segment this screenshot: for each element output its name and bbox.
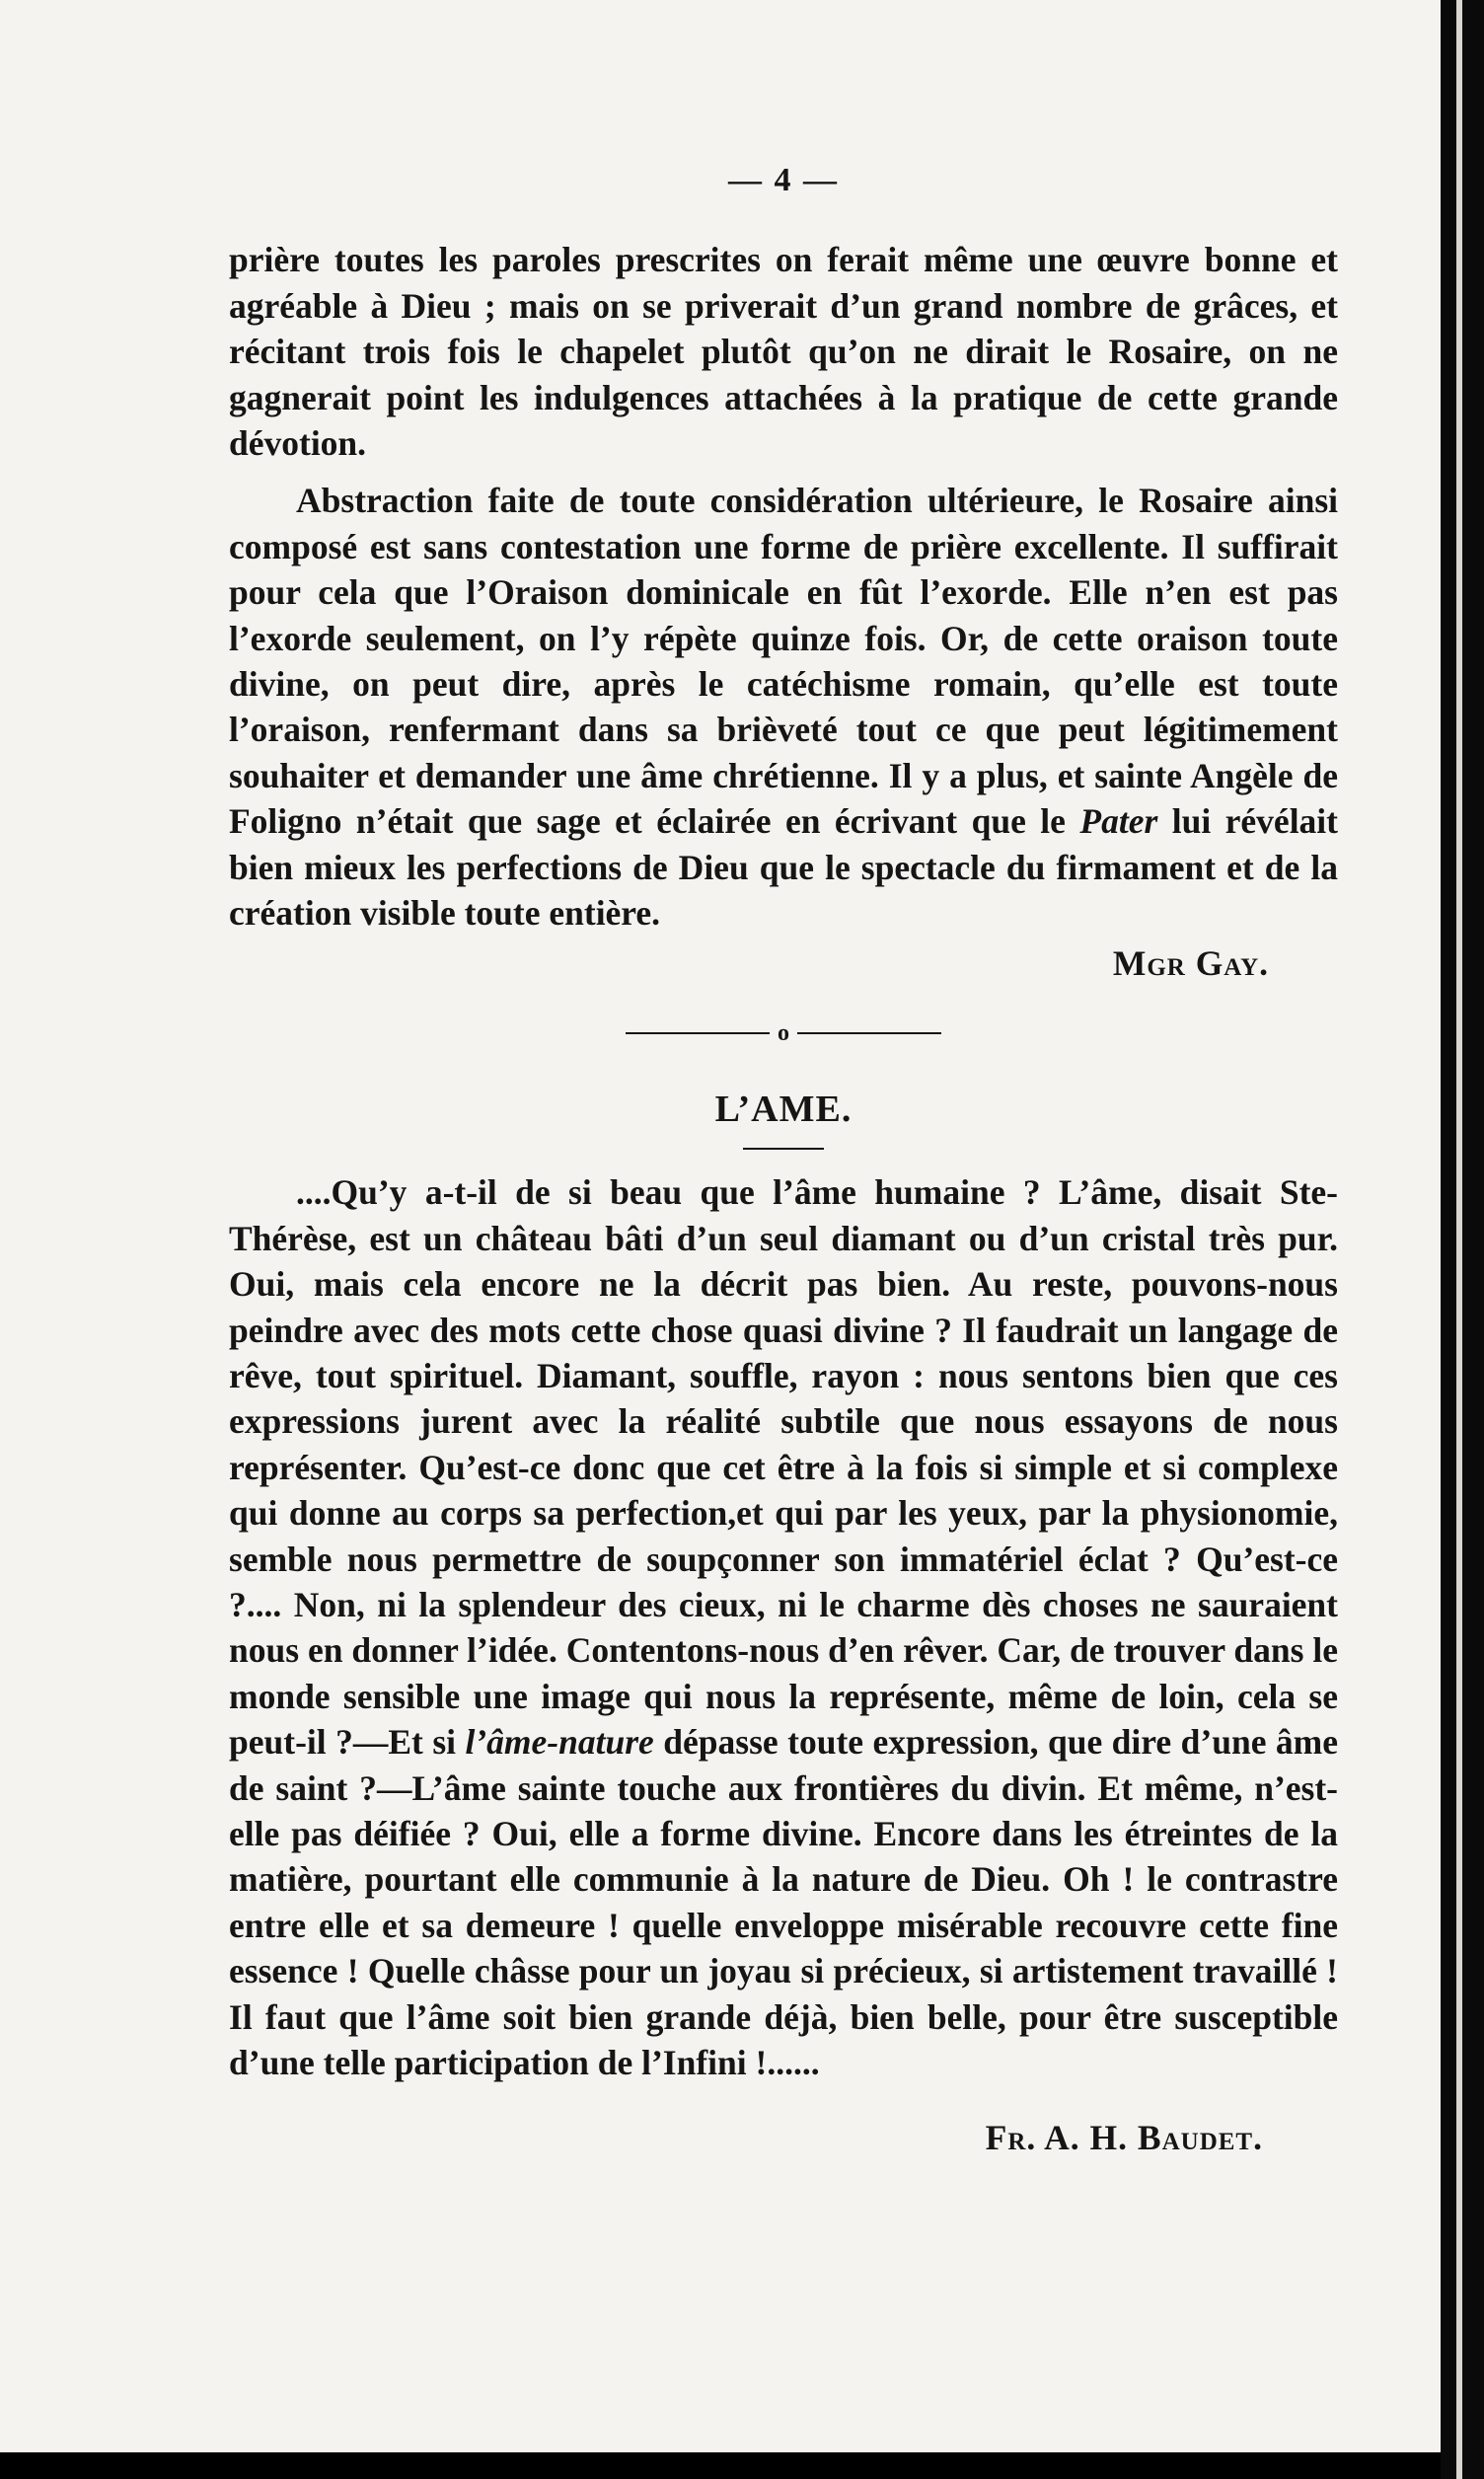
title-underline: [743, 1148, 824, 1150]
paragraph-2-text-end: lui révélait bien mieux les perfections de Dieu que le spectacle du firmament et de la création visible toute entière.: [229, 801, 1338, 934]
page-number: — 4 —: [728, 162, 839, 198]
paragraph-rosaire: [229, 478, 1338, 936]
section-title: L’AME.: [714, 1088, 853, 1130]
paragraph-2-text-start: Abstraction faite de toute considération ultérieure, le Rosaire ainsi composé est sans contestation une forme de prière excellente. Il suffirait pour cela que l’Oraison dominicale en fût l’exorde. Elle n’en est pas l’exorde seulement, on l’y répète quinze fois. Or, de cette oraison toute divine, on peut dire, après le catéchisme romain, qu’elle est toute l’oraison, renfermant dans sa brièveté tout ce que peut légitimement souhaiter et demander une âme chrétienne. Il y a plus, et sainte Angèle de Foligno n’était que sage et éclairée en écrivant que le: [229, 481, 1338, 842]
section-divider: [626, 1021, 941, 1045]
divider-mark: o: [778, 1019, 789, 1046]
paragraph-continuation: [229, 237, 1338, 466]
paragraph-1-text: prière toutes les paroles prescrites on ferait même une œuvre bonne et agréable à Dieu ; mais on se priverait d’un grand nombre de grâces, et récitant trois fois le chapelet plutôt qu’on ne dirait le Rosaire, on ne gagnerait point les indulgences attachées à la pratique de cette grande dévotion.: [229, 240, 1338, 464]
author-signature: Fr. A. H. Baudet.: [985, 2118, 1263, 2158]
page-content: [229, 158, 1338, 2161]
divider-rule-right: [797, 1032, 941, 1034]
paragraph-3-italic-phrase: l’âme-nature: [465, 1722, 654, 1763]
paragraph-3-text-start: ....Qu’y a-t-il de si beau que l’âme humaine ? L’âme, disait Ste-Thérèse, est un château bâti d’un seul diamant ou d’un cristal très pur. Oui, mais cela encore ne la décrit pas bien. Au reste, pouvons-nous peindre avec des mots cette chose quasi divine ? Il faudrait un langage de rêve, tout spirituel. Diamant, souffle, rayon : nous sentons bien que ces expressions jurent avec la réalité subtile que nous essayons de nous représenter. Qu’est-ce donc que cet être à la fois si simple et si complexe qui donne au corps sa perfection,et qui par les yeux, par la physionomie, semble nous permettre de soupçonner son immatériel éclat ? Qu’est-ce ?.... Non, ni la splendeur des cieux, ni le charme dès choses ne sauraient nous en donner l’idée. Contentons-nous d’en rêver. Car, de trouver dans le monde sensible une image qui nous la représente, même de loin, cela se peut-il ?—Et si: [229, 1172, 1338, 1763]
paragraph-2-italic-word: Pater: [1079, 801, 1158, 842]
page-edge: [1456, 0, 1462, 2479]
scan-border-right: [1441, 0, 1484, 2479]
divider-rule-left: [626, 1032, 770, 1034]
signature-mgr-gay: Mgr Gay.: [1112, 942, 1269, 983]
paragraph-ame: [229, 1169, 1338, 2085]
paragraph-3-text-end: dépasse toute expression, que dire d’une âme de saint ?—L’âme sainte touche aux frontières du divin. Et même, n’est-elle pas déifiée ? Oui, elle a forme divine. Encore dans les étreintes de la matière, pourtant elle communie à la nature de Dieu. Oh ! le contrastre entre elle et sa demeure ! quelle enveloppe misérable recouvre cette fine essence ! Quelle châsse pour un joyau si précieux, si artistement travaillé ! Il faut que l’âme soit bien grande déjà, bien belle, pour être susceptible d’une telle participation de l’Infini !......: [229, 1722, 1338, 2083]
